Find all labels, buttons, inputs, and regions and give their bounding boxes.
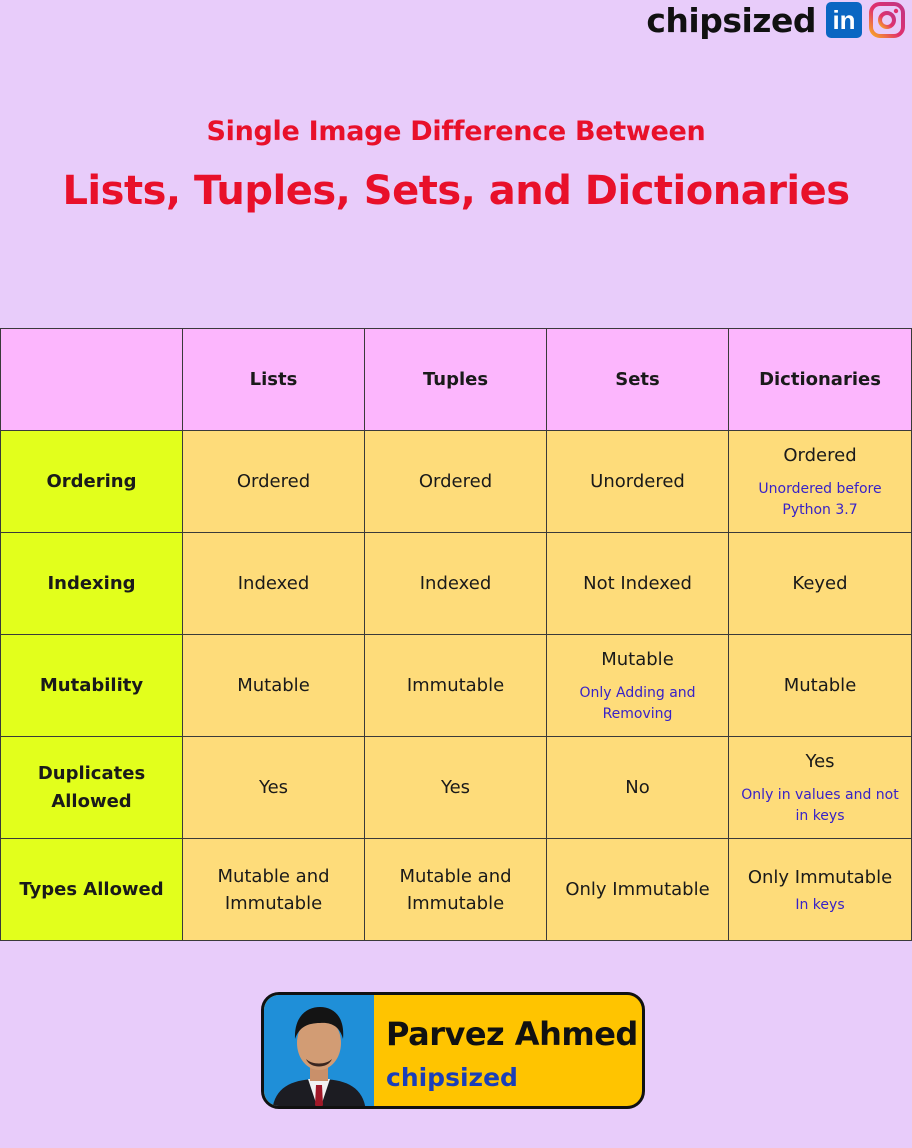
table-cell	[729, 839, 912, 941]
comparison-table	[0, 328, 912, 941]
cell-note: Only in values and not in keys	[741, 787, 899, 824]
table-cell	[183, 839, 365, 941]
cell-value: Not Indexed	[583, 573, 692, 594]
table-cell	[183, 635, 365, 737]
cell-value: Mutable	[601, 649, 674, 670]
cell-value: Ordered	[783, 445, 857, 466]
cell-value: Unordered	[590, 471, 685, 492]
cell-value: Mutable and Immutable	[217, 865, 330, 914]
cell-value: Mutable and Immutable	[399, 865, 512, 914]
cell-value: Mutable	[237, 675, 310, 696]
cell-value: Yes	[805, 751, 835, 772]
table-cell	[183, 431, 365, 533]
table-cell	[365, 431, 547, 533]
cell-value: Indexed	[419, 573, 492, 594]
row-header: Duplicates Allowed	[1, 737, 183, 839]
avatar	[264, 995, 374, 1106]
instagram-icon[interactable]	[868, 1, 906, 39]
table-cell	[547, 635, 729, 737]
cell-value: Mutable	[783, 675, 857, 696]
cell-value: Keyed	[792, 573, 848, 594]
cell-value: Ordered	[418, 471, 493, 492]
table-row	[1, 839, 912, 941]
table-cell	[365, 533, 547, 635]
table-cell	[729, 635, 912, 737]
table-cell	[183, 533, 365, 635]
brand-name: chipsized	[646, 0, 816, 40]
table-row	[1, 533, 912, 635]
cell-value: Indexed	[237, 573, 310, 594]
table-cell	[547, 431, 729, 533]
brand-header	[646, 0, 906, 40]
author-name: Parvez Ahmed	[386, 1015, 638, 1053]
cell-value: Only Immutable	[747, 866, 893, 888]
row-header: Types Allowed	[1, 839, 183, 941]
cell-value: Only Immutable	[565, 879, 710, 900]
table-row	[1, 635, 912, 737]
cell-value: Ordered	[236, 471, 311, 492]
row-header: Ordering	[1, 431, 183, 533]
author-handle: chipsized	[386, 1063, 518, 1092]
cell-value: Yes	[258, 777, 289, 798]
table-cell	[365, 635, 547, 737]
cell-note: In keys	[795, 896, 845, 913]
column-header: Sets	[547, 329, 729, 431]
table-cell	[547, 533, 729, 635]
cell-value: Yes	[440, 777, 471, 798]
table-corner-cell	[1, 329, 183, 431]
table-header-row	[1, 329, 912, 431]
column-header: Lists	[183, 329, 365, 431]
table-cell	[365, 737, 547, 839]
table-cell	[547, 737, 729, 839]
table-row	[1, 431, 912, 533]
table-cell	[729, 737, 912, 839]
row-header: Indexing	[1, 533, 183, 635]
table-cell	[183, 737, 365, 839]
cell-note: Unordered before Python 3.7	[758, 481, 882, 518]
subtitle: Single Image Difference Between	[206, 116, 706, 147]
cell-value: Immutable	[406, 675, 505, 696]
cell-note: Only Adding and Removing	[579, 685, 696, 722]
cell-value: No	[625, 777, 650, 798]
column-header: Dictionaries	[729, 329, 912, 431]
row-header: Mutability	[1, 635, 183, 737]
table-cell	[547, 839, 729, 941]
linkedin-icon[interactable]: in	[826, 2, 862, 38]
table-cell	[365, 839, 547, 941]
column-header: Tuples	[365, 329, 547, 431]
table-cell	[729, 431, 912, 533]
page-title: Lists, Tuples, Sets, and Dictionaries	[62, 168, 850, 214]
person-icon	[264, 995, 374, 1109]
table-cell	[729, 533, 912, 635]
table-row	[1, 737, 912, 839]
author-card	[261, 992, 645, 1109]
